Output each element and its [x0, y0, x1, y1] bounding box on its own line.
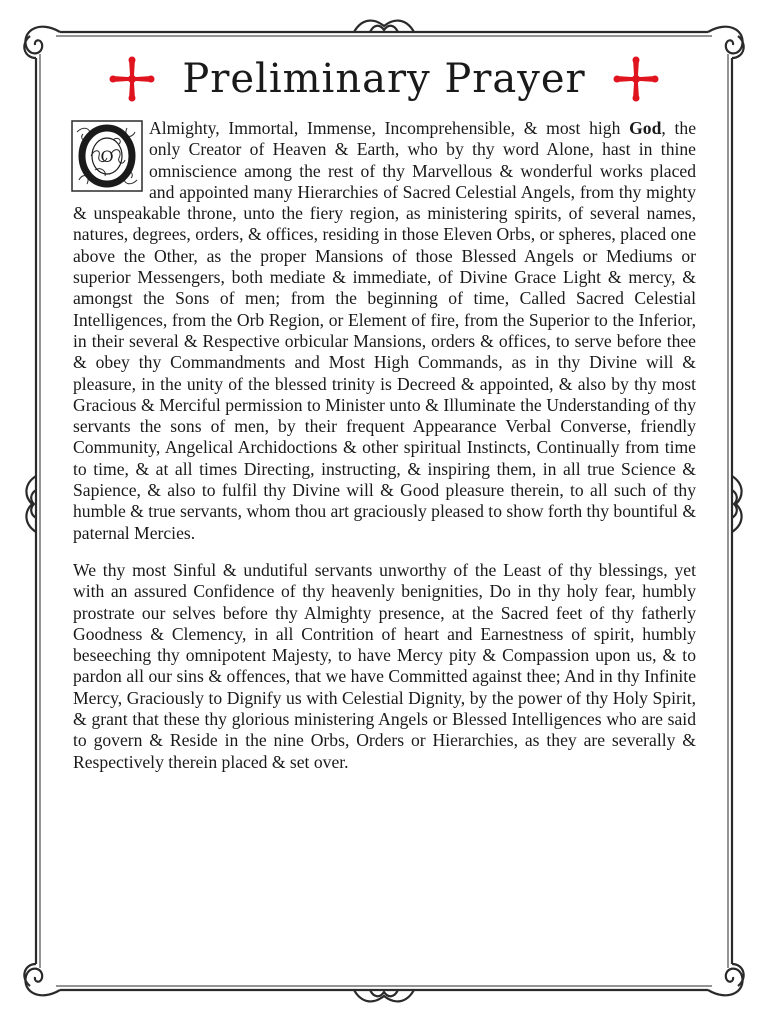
cross-icon	[612, 55, 660, 103]
paragraph-1-rest: , the only Creator of Heaven & Earth, who by thy word Alone, hast in thine omniscience among the rest of thy Marvellous & wonderful works placed and appointed many Hierarchies of Sacred Celestial Angels, from thy mighty & unspeakable throne, unto the fiery region, as ministering spirits, of several names, natures, degrees, orders, & offices, residing in those Eleven Orbs, or spheres, placed one above the Other, as the proper Mansions of those Blessed Angels or Mediums or superior Messengers, both mediate & immediate, of Divine Grace Light & mercy, & amongst the Sons of men; from the beginning of time, Called Sacred Celestial Intelligences, from the Orb Region, or Element of fire, from the Superior to the Inferior, in their several & Respective orbicular Mansions, orders & offices, to serve before thee & obey thy Commandments and Most High Commands, as in thy Divine will & pleasure, in the unity of the blessed trinity is Decreed & appointed, & also by thy most Gracious & Merciful permission to Minister unto & Illuminate the Understanding of thy servants the sons of men, by their frequent Appearance Verbal Converse, friendly Community, Angelical Archidoctions & other spiritual Instincts, Continually from time to time, & at all times Directing, instructing, & inspiring them, in all true Science & Sapience, & also to fulfil thy Divine will & Good pleasure therein, to all such of thy humble & true servants, whom thou art graciously pleased to show forth thy bountiful & paternal Mercies.	[73, 118, 697, 543]
svg-text:O: O	[100, 147, 114, 166]
paragraph-1-lead: Almighty, Immortal, Immense, Incomprehensible, & most high	[149, 118, 630, 138]
paragraph-1	[73, 118, 696, 544]
title-row	[0, 50, 768, 108]
god-word: God	[629, 118, 662, 138]
prayer-body	[73, 118, 696, 773]
paragraph-2: We thy most Sinful & undutiful servants unworthy of the Least of thy blessings, yet with an assured Confidence of thy heavenly benignities, Do in thy holy fear, humbly prostrate our selves before thy Almighty presence, at the Sacred feet of thy fatherly Goodness & Clemency, in all Contrition of heart and Earnestness of spirit, humbly beseeching thy omnipotent Majesty, to have Mercy pity & Compassion upon us, & to pardon all our sins & offences, that we have Committed against thee; And in thy Infinite Mercy, Graciously to Dignify us with Celestial Dignity, by the power of thy Holy Spirit, & grant that these thy glorious ministering Angels or Blessed Intelligences who are said to govern & Reside in the nine Orbs, Orders or Hierarchies, as they are severally & Respectively therein placed & set over.	[73, 559, 696, 772]
cross-icon	[108, 55, 156, 103]
dropcap-o	[71, 120, 143, 192]
page-title: Preliminary Prayer	[182, 56, 586, 102]
